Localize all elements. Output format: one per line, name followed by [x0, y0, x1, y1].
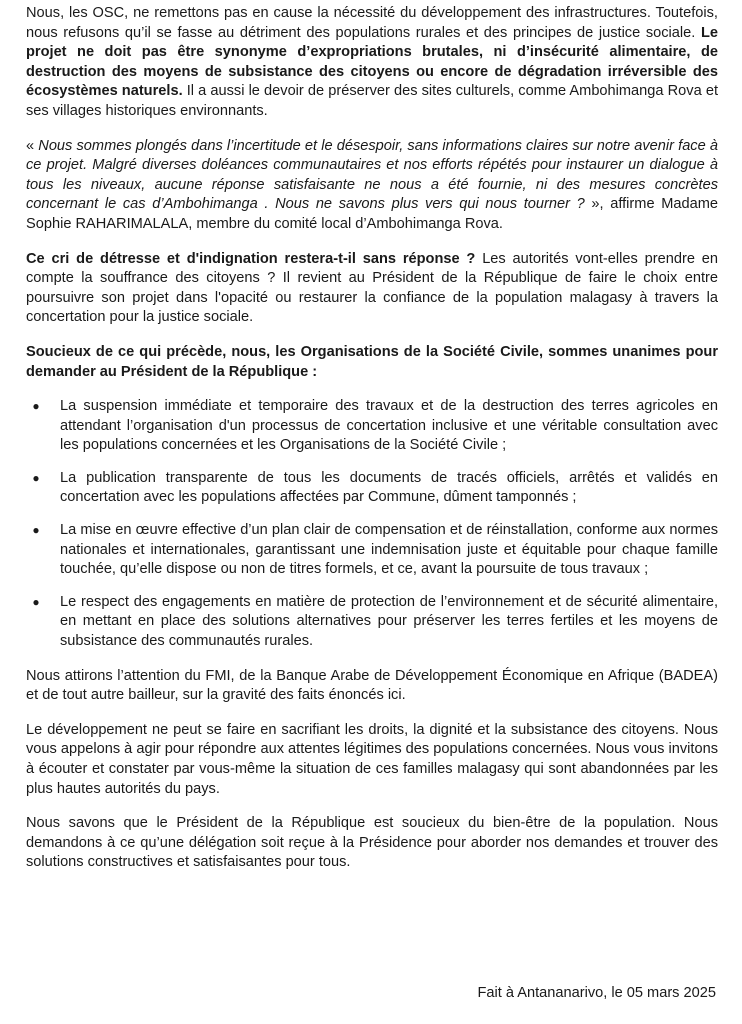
- list-item-text: La mise en œuvre effective d’un plan clair de compensation et de réinstallation, conforme aux normes nationales et internationales, garantissant une indemnisation juste et équitable pour chaque famille touchée, qu’elle dispose ou non de titres formels, et ce, avant la poursuite de tous travaux ;: [60, 522, 718, 578]
- paragraph-bold-text: Ce cri de détresse et d'indignation restera-t-il sans réponse ?: [26, 250, 476, 267]
- bullet-icon: ●: [32, 470, 40, 485]
- quote-attribution: », affirme Madame Sophie RAHARIMALALA, membre du comité local d’Ambohimanga Rova.: [26, 196, 718, 232]
- list-item-text: La suspension immédiate et temporaire des travaux et de la destruction des terres agricoles en attendant l’organisation d'un processus de concertation inclusive et une véritable consultation avec les populations concernées et les Organisations de la Société Civile ;: [60, 398, 718, 454]
- paragraph-bold-text: Soucieux de ce qui précède, nous, les Organisations de la Société Civile, sommes unanimes pour demander au Président de la République :: [26, 343, 718, 380]
- paragraph-text: Les autorités vont-elles prendre en compte la souffrance des citoyens ? Il revient au Président de la République de faire le choix entre poursuivre son projet dans l'opacité ou restaurer la confiance de la population malagasy à travers la concertation pour la justice sociale.: [26, 250, 719, 326]
- list-item-text: Le respect des engagements en matière de protection de l’environnement et de sécurité alimentaire, en mettant en place des solutions alternatives pour préserver les terres fertiles et les moyens de subsistance des communautés rurales.: [60, 593, 718, 650]
- paragraph-cry-of-distress: [26, 250, 718, 328]
- bullet-icon: ●: [32, 594, 40, 609]
- signoff-place-date: Fait à Antananarivo, le 05 mars 2025: [477, 985, 716, 1001]
- paragraph-text: Il a aussi le devoir de préserver des sites culturels, comme Ambohimanga Rova et ses villages historiques environnants.: [26, 83, 718, 119]
- list-item: [26, 593, 718, 652]
- quote-text: Nous sommes plongés dans l’incertitude et le désespoir, sans informations claires sur notre avenir face à ce projet. Malgré diverses doléances communautaires et nos efforts répétés pour instaurer un dialogue à tous les niveaux, aucune réponse satisfaisante ne nous a été fournie, ni des mesures concrètes concernant le cas d’Ambohimanga . Nous ne savons plus vers qui nous tourner ?: [26, 137, 719, 213]
- paragraph-infrastructure: [26, 4, 718, 122]
- paragraph-lenders: Nous attirons l’attention du FMI, de la Banque Arabe de Développement Économique en Afrique (BADEA) et de tout autre bailleur, sur la gravité des faits énoncés ici.: [26, 667, 718, 704]
- list-item-text: La publication transparente de tous les documents de tracés officiels, arrêtés et validés en concertation avec les populations affectées par Commune, dûment tamponnés ;: [60, 469, 718, 506]
- quote-open: «: [26, 137, 39, 154]
- paragraph-bold-text: Le projet ne doit pas être synonyme d’expropriations brutales, ni d’insécurité alimentaire, de destruction des moyens de subsistance des citoyens ou encore de dégradation irréversible des écosystèmes naturels.: [26, 24, 718, 100]
- bullet-icon: ●: [32, 523, 40, 538]
- list-item: [26, 521, 718, 580]
- paragraph-demands-intro: [26, 343, 718, 382]
- paragraph-quote: [26, 137, 718, 235]
- list-item: [26, 469, 718, 508]
- paragraph-text: Nous, les OSC, ne remettons pas en cause la nécessité du développement des infrastructures. Toutefois, nous refusons qu’il se fasse au détriment des populations rurales et des principes de justice sociale.: [26, 5, 718, 41]
- bullet-icon: ●: [32, 399, 40, 414]
- demands-list: [26, 397, 718, 652]
- paragraph-development: Le développement ne peut se faire en sacrifiant les droits, la dignité et la subsistance des citoyens. Nous vous appelons à agir pour répondre aux attentes légitimes des populations concernées. Nous vous invitons à écouter et constater par vous-même la situation de ces familles malagasy qui sont abandonnées par les plus hautes autorités du pays.: [26, 721, 719, 797]
- paragraph-delegation: Nous savons que le Président de la République est soucieux du bien-être de la population. Nous demandons à ce qu’une délégation soit reçue à la Présidence pour aborder nos demandes et trouver des solutions constructives et satisfaisantes pour tous.: [26, 815, 718, 871]
- list-item: [26, 397, 718, 456]
